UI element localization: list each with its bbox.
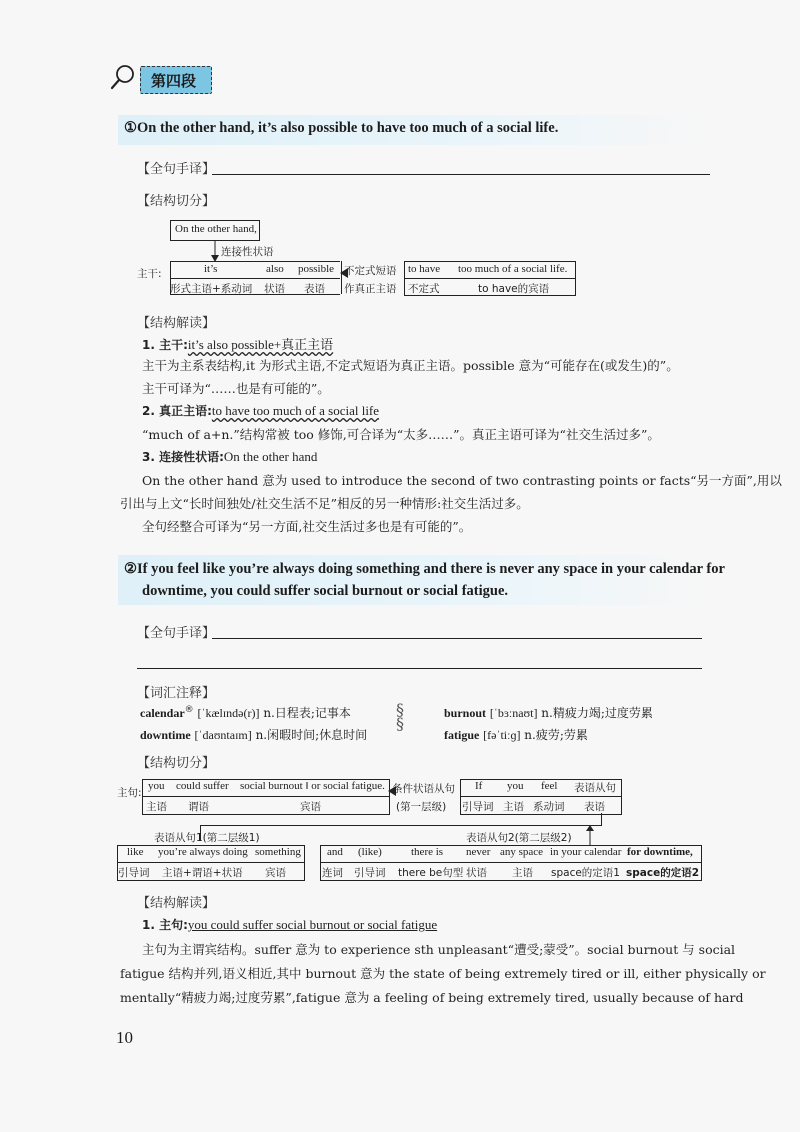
inf-cell-to-have: to have (408, 263, 441, 275)
s1-p2-line1: “much of a+n.”结构常被 too 修饰,可合译为“太多……”。真正主语可译为“社交生活过多”。 (142, 427, 660, 442)
pred2-role-2: 引导词 (354, 867, 386, 879)
s2-main-cell-could: could suffer (176, 780, 229, 792)
translate-line-2a (212, 638, 702, 639)
pred2-cell-there: there is (411, 846, 444, 858)
s1-point1: 1. 主干:it’s also possible+真正主语 (142, 337, 334, 352)
cond-role-3: 系动词 (533, 801, 565, 813)
infinitive-label-top: 不定式短语 (344, 265, 397, 277)
s1-p1-line2: 主干可译为“……也是有可能的”。 (142, 381, 330, 396)
intro-box: On the other hand, (170, 220, 260, 241)
pred1-cell-object: something (255, 846, 301, 858)
structure-label-2: 【结构切分】 (137, 756, 216, 771)
pred2-box-mid (320, 862, 701, 863)
vocab-label: 【词汇注释】 (137, 686, 216, 701)
s1-point2: 2. 真正主语:to have too much of a social life (142, 403, 380, 418)
translate-line-1 (212, 174, 710, 175)
pred-bracket-top (200, 825, 602, 826)
vocab-fatigue: fatigue [fəˈtiːɡ] n.疲劳;劳累 (444, 728, 588, 742)
arrow-down-icon (210, 240, 220, 262)
section-title-box (140, 66, 212, 94)
main-cell-its: it’s (204, 263, 218, 275)
vocab-divider: § § (396, 700, 404, 733)
cond-role-2: 主语 (503, 801, 524, 813)
pred2-role-4: 状语 (466, 867, 487, 879)
s2-point1: 1. 主句:you could suffer social burnout or social fatigue (142, 917, 438, 932)
inf-role-2: to have的宾语 (478, 283, 550, 295)
pred2-cell-like: (like) (358, 846, 382, 858)
s2-main-role-1: 主语 (146, 801, 167, 813)
pred1-box-mid (117, 862, 304, 863)
s1-p3-line3: 全句经整合可译为“另一方面,社交生活过多也是有可能的”。 (142, 519, 472, 534)
pred2-cell-calendar: in your calendar (550, 846, 622, 858)
infinitive-box-mid (404, 278, 575, 279)
pred1-cell-like: like (127, 846, 144, 858)
pred1-role-2: 主语+谓语+状语 (162, 867, 243, 879)
pred2-cell-never: never (466, 846, 491, 858)
pred2-role-7: space的定语2 (626, 867, 700, 879)
s1-p1-line1: 主干为主系表结构,it 为形式主语,不定式短语为真正主语。possible 意为“可能存在(或发生)的”。 (142, 358, 679, 373)
translate-line-2b (137, 668, 702, 669)
cond-box-mid (460, 796, 621, 797)
main-box-1-top (170, 261, 340, 262)
sentence-2-line1: ②If you feel like you’re always doing something and there is never any space in your calendar for (124, 561, 725, 577)
s2-main-role-3: 宾语 (300, 801, 321, 813)
main-label-1: 主干: (137, 268, 162, 280)
pred-bracket-right (601, 813, 602, 825)
pred2-cell-downtime: for downtime, (627, 846, 693, 858)
s2-p1-line1: 主句为主谓宾结构。suffer 意为 to experience sth unpleasant“遭受;蒙受”。social burnout 与 social (142, 942, 736, 957)
translate-label-1: 【全句手译】 (137, 162, 216, 177)
pred1-label: 表语从句1(第二层级1) (154, 832, 260, 844)
arrow-up-icon (585, 825, 595, 845)
pred2-cell-and: and (327, 846, 343, 858)
cond-label-bottom: (第一层级) (396, 801, 447, 813)
pred1-role-3: 宾语 (265, 867, 286, 879)
connective-adverbial-label: 连接性状语 (221, 246, 274, 258)
cond-label-top: 条件状语从句 (392, 783, 455, 795)
pred2-role-5: 主语 (512, 867, 533, 879)
s2-main-cell-object: social burnout ‖ or social fatigue. (240, 780, 385, 792)
sentence-2-line2: downtime, you could suffer social burnout or social fatigue. (142, 583, 509, 599)
vocab-calendar: calendar® [ˈkælɪndə(r)] n.日程表;记事本 (140, 705, 351, 720)
translate-label-2: 【全句手译】 (137, 626, 216, 641)
s1-p3-line1: On the other hand 意为 used to introduce the second of two contrasting points or facts“另一方面”,用以 (142, 473, 782, 488)
inf-cell-object: too much of a social life. (458, 263, 568, 275)
cond-role-1: 引导词 (462, 801, 494, 813)
main-role-3: 表语 (304, 283, 325, 295)
cond-role-4: 表语 (584, 801, 605, 813)
cond-cell-you: you (507, 780, 524, 792)
s1-p3-line2: 引出与上文“长时间独处/社交生活不足”相反的另一种情形:社交生活过多。 (120, 496, 529, 511)
infinitive-label-bottom: 作真正主语 (344, 283, 397, 295)
pred2-role-3: there be句型 (398, 867, 464, 879)
pred1-role-1: 引导词 (118, 867, 150, 879)
cond-cell-pred: 表语从句 (574, 782, 616, 794)
pred2-label: 表语从句2(第二层级2) (466, 832, 572, 844)
sentence-1: ①On the other hand, it’s also possible to have too much of a social life. (124, 120, 559, 136)
s2-p1-line3: mentally“精疲力竭;过度劳累”,fatigue 意为 a feeling of being extremely tired, usually because of hard (120, 990, 744, 1005)
main-label-2: 主句: (117, 787, 142, 799)
s2-p1-line2: fatigue 结构并列,语义相近,其中 burnout 意为 the state of being extremely tired or ill, either physically or (120, 966, 766, 981)
main-cell-possible: possible (298, 263, 335, 275)
cond-cell-feel: feel (541, 780, 558, 792)
main-box-1-mid (170, 278, 340, 279)
main-role-1: 形式主语+系动词 (170, 283, 253, 295)
pred2-role-6: space的定语1 (551, 867, 620, 879)
s2-main-role-2: 谓语 (188, 801, 209, 813)
analysis-label-1: 【结构解读】 (137, 316, 216, 331)
analysis-label-2: 【结构解读】 (137, 896, 216, 911)
vocab-downtime: downtime [ˈdaʊntaɪm] n.闲暇时间;休息时间 (140, 728, 368, 742)
pred2-role-1: 连词 (322, 867, 343, 879)
magnifier-icon (108, 62, 138, 92)
section-title: 第四段 (151, 72, 197, 90)
s1-point3: 3. 连接性状语:On the other hand (142, 449, 318, 464)
vocab-burnout: burnout [ˈbɜːnaʊt] n.精疲力竭;过度劳累 (444, 706, 653, 720)
main-cell-also: also (266, 263, 284, 275)
pred1-cell-verb: you’re always doing (158, 846, 248, 858)
main-role-2: 状语 (264, 283, 285, 295)
main-box-2-mid (142, 796, 389, 797)
s2-main-cell-you: you (148, 780, 165, 792)
pred2-cell-space: any space (500, 846, 544, 858)
page-number: 10 (116, 1028, 133, 1047)
structure-label-1: 【结构切分】 (137, 194, 216, 209)
inf-role-1: 不定式 (408, 283, 440, 295)
cond-cell-if: If (475, 780, 483, 792)
